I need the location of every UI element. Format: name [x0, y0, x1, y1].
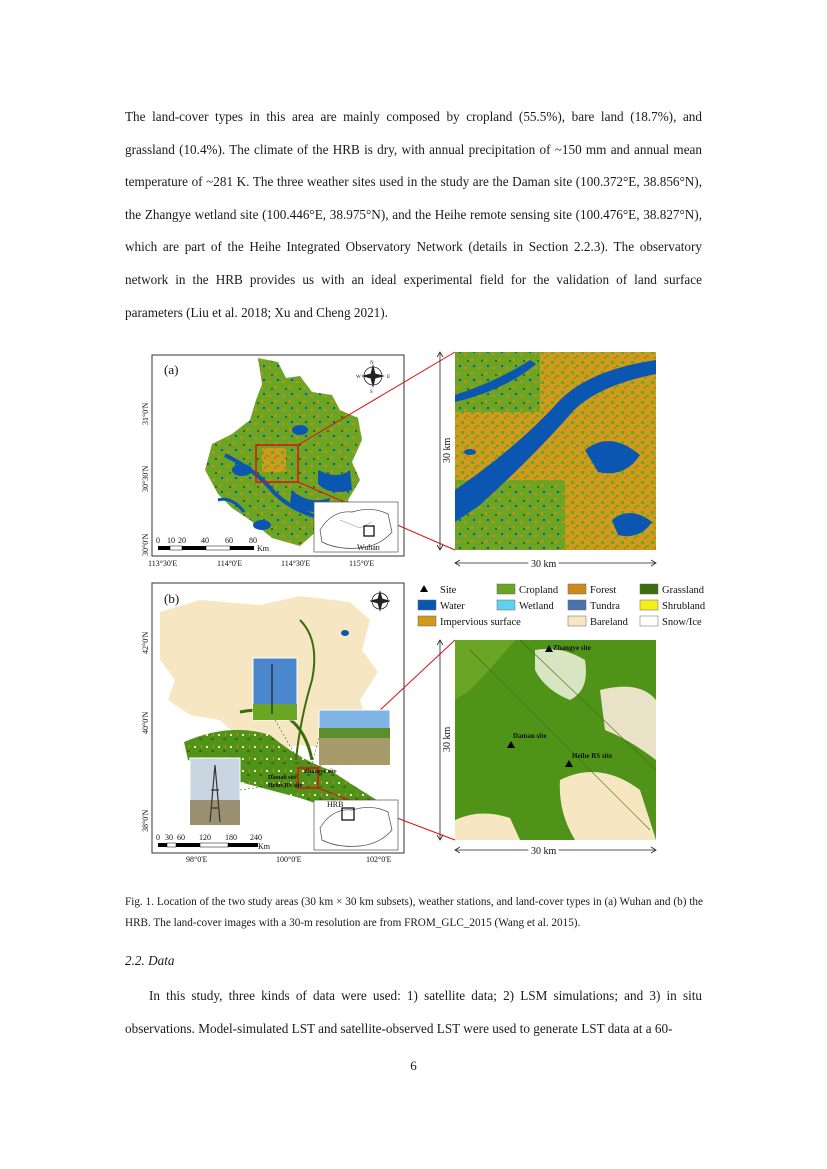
svg-text:W: W: [356, 375, 361, 380]
legend-swatch-bareland: [568, 616, 586, 626]
site-photo-tower: [190, 758, 240, 825]
map-site-heihe-label: Heihe RS site: [268, 783, 303, 789]
svg-text:40: 40: [201, 536, 209, 545]
legend-swatch-water: [418, 600, 436, 610]
legend-swatch-cropland: [497, 584, 515, 594]
svg-text:31°0'N: 31°0'N: [141, 402, 150, 425]
legend-label-snow-ice: Snow/Ice: [662, 617, 702, 628]
svg-text:98°0'E: 98°0'E: [186, 855, 208, 864]
site-photo-field: [319, 710, 390, 765]
svg-text:114°30'E: 114°30'E: [281, 559, 311, 568]
svg-text:30: 30: [165, 833, 173, 842]
panel-a-inset-label: Wuhan: [357, 543, 380, 552]
legend-label-shrubland: Shrubland: [662, 601, 706, 612]
svg-text:240: 240: [250, 833, 262, 842]
svg-text:100°0'E: 100°0'E: [276, 855, 302, 864]
svg-text:E: E: [387, 375, 391, 380]
legend-label-water: Water: [440, 601, 465, 612]
body-paragraph-2: In this study, three kinds of data were used: 1) satellite data; 2) LSM simulations; and 3) in situ observations. Model-simulated LST and satellite-observed LST were used to generate LST data at a 60-: [125, 988, 702, 1036]
svg-text:30°30'N: 30°30'N: [141, 465, 150, 492]
svg-text:120: 120: [199, 833, 211, 842]
land-cover-legend: [418, 584, 706, 628]
svg-text:N: N: [370, 361, 374, 366]
svg-text:30°0'N: 30°0'N: [141, 533, 150, 556]
svg-text:40°0'N: 40°0'N: [141, 711, 150, 734]
svg-text:10: 10: [167, 536, 175, 545]
svg-text:114°0'E: 114°0'E: [217, 559, 243, 568]
svg-text:42°0'N: 42°0'N: [141, 631, 150, 654]
legend-label-forest: Forest: [590, 585, 617, 596]
panel-a-zoom-vertical-size: 30 km: [442, 437, 453, 463]
panel-b-map: [141, 583, 455, 864]
panel-a-inset-map: [314, 502, 398, 552]
svg-text:115°0'E: 115°0'E: [349, 559, 375, 568]
zoom-site-daman-label: Daman site: [513, 732, 547, 740]
panel-b-zoom: [437, 640, 656, 857]
panel-a-map: [141, 352, 455, 568]
panel-b-zoom-vertical-size: 30 km: [442, 726, 453, 752]
panel-a-zoom-horizontal-size: 30 km: [531, 559, 557, 570]
panel-b-inset-label: HRB: [327, 800, 344, 809]
legend-swatch-forest: [568, 584, 586, 594]
zoom-site-heihe-label: Heihe RS site: [572, 752, 613, 760]
legend-label-bareland: Bareland: [590, 617, 628, 628]
legend-label-site: Site: [440, 585, 457, 596]
section-heading: 2.2. Data: [125, 953, 175, 968]
legend-swatch-wetland: [497, 600, 515, 610]
legend-swatch-shrubland: [640, 600, 658, 610]
svg-text:38°0'N: 38°0'N: [141, 809, 150, 832]
legend-site-icon: [420, 585, 428, 592]
svg-text:0: 0: [156, 536, 160, 545]
svg-text:113°30'E: 113°30'E: [148, 559, 178, 568]
legend-label-impervious-surface: Impervious surface: [440, 617, 521, 628]
legend-swatch-tundra: [568, 600, 586, 610]
svg-text:Km: Km: [257, 544, 269, 553]
legend-label-cropland: Cropland: [519, 585, 559, 596]
panel-b-label: (b): [164, 591, 180, 606]
panel-b-inset-map: [314, 800, 398, 850]
zoom-site-zhangye-label: Zhangye site: [553, 644, 591, 652]
legend-swatch-impervious-surface: [418, 616, 436, 626]
svg-text:102°0'E: 102°0'E: [366, 855, 392, 864]
svg-text:S: S: [370, 390, 373, 395]
body-paragraph-1: The land-cover types in this area are mainly composed by cropland (55.5%), bare land (18.7%), and grassland (10.4%). The climate of the HRB is dry, with annual precipitation of ~150 mm and annual mean temperature of ~281 K. The three weather sites used in the study are the Daman site (100.372°E, 38.856°N), the Zhangye wetland site (100.446°E, 38.975°N), and the Heihe remote sensing site (100.476°E, 38.827°N), which are part of the Heihe Integrated Observatory Network (details in Section 2.2.3). The observatory network in the HRB provides us with an ideal experimental field for the validation of land surface parameters (Liu et al. 2018; Xu and Cheng 2021).: [125, 109, 702, 320]
legend-swatch-grassland: [640, 584, 658, 594]
svg-text:60: 60: [177, 833, 185, 842]
panel-a-label: (a): [164, 362, 179, 377]
panel-a-zoom: [437, 352, 656, 570]
svg-text:Km: Km: [258, 842, 270, 851]
svg-text:60: 60: [225, 536, 233, 545]
site-photo-mast: [253, 658, 297, 720]
svg-text:180: 180: [225, 833, 237, 842]
legend-label-wetland: Wetland: [519, 601, 554, 612]
svg-text:80: 80: [249, 536, 257, 545]
page-number: 6: [410, 1058, 417, 1073]
legend-label-grassland: Grassland: [662, 585, 704, 596]
svg-text:20: 20: [178, 536, 186, 545]
panel-b-zoom-horizontal-size: 30 km: [531, 846, 557, 857]
figure-caption: Fig. 1. Location of the two study areas (30 km × 30 km subsets), weather stations, and land-cover types in (a) Wuhan and (b) the HRB. The land-cover images with a 30-m resolution are from FROM_GLC_2015 (Wang et al. 2015).: [125, 896, 703, 929]
legend-label-tundra: Tundra: [590, 601, 620, 612]
legend-swatch-snow-ice: [640, 616, 658, 626]
map-site-zhangye-label: Zhangye site: [304, 769, 337, 775]
map-site-daman-label: Daman site: [268, 775, 297, 781]
svg-text:0: 0: [156, 833, 160, 842]
